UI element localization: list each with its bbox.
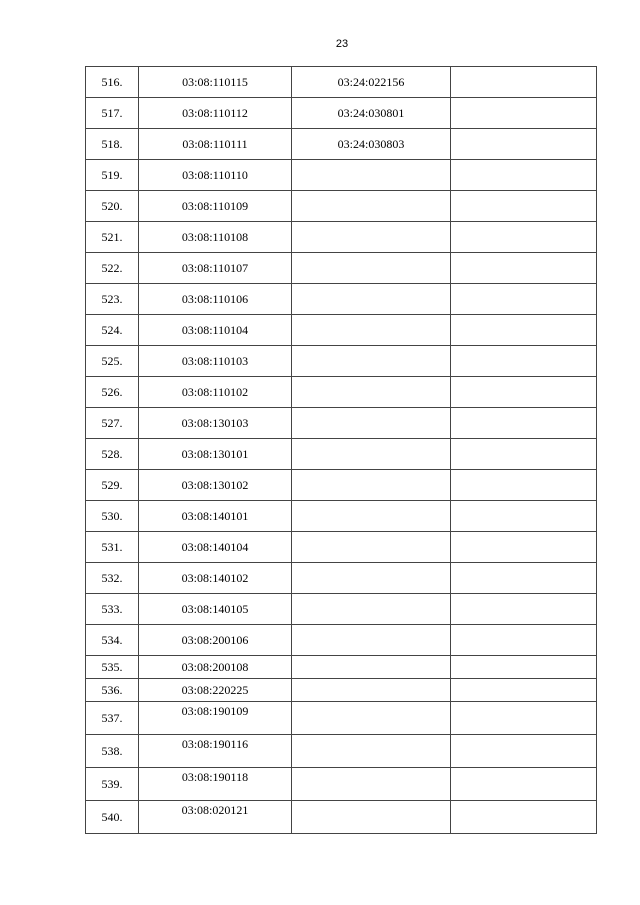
row-number: 525. bbox=[86, 346, 139, 377]
extra-cell bbox=[451, 563, 597, 594]
cadastral-code: 03:08:110107 bbox=[139, 253, 292, 284]
extra-cell bbox=[451, 702, 597, 735]
table-row bbox=[86, 98, 597, 129]
table-row bbox=[86, 222, 597, 253]
row-number: 527. bbox=[86, 408, 139, 439]
table-row bbox=[86, 702, 597, 735]
table-row bbox=[86, 501, 597, 532]
cadastral-code: 03:08:110103 bbox=[139, 346, 292, 377]
row-number: 537. bbox=[86, 702, 139, 735]
extra-cell bbox=[451, 346, 597, 377]
reference-code bbox=[292, 408, 451, 439]
cadastral-code: 03:08:110106 bbox=[139, 284, 292, 315]
row-number: 536. bbox=[86, 679, 139, 702]
cadastral-code: 03:08:190109 bbox=[139, 702, 292, 735]
extra-cell bbox=[451, 284, 597, 315]
table-row bbox=[86, 408, 597, 439]
extra-cell bbox=[451, 191, 597, 222]
table-row bbox=[86, 377, 597, 408]
cadastral-code: 03:08:110112 bbox=[139, 98, 292, 129]
cadastral-code: 03:08:130103 bbox=[139, 408, 292, 439]
extra-cell bbox=[451, 253, 597, 284]
row-number: 531. bbox=[86, 532, 139, 563]
cadastral-code: 03:08:110115 bbox=[139, 67, 292, 98]
extra-cell bbox=[451, 532, 597, 563]
reference-code bbox=[292, 222, 451, 253]
row-number: 539. bbox=[86, 768, 139, 801]
reference-code bbox=[292, 160, 451, 191]
cadastral-code: 03:08:190118 bbox=[139, 768, 292, 801]
extra-cell bbox=[451, 625, 597, 656]
cadastral-code: 03:08:220225 bbox=[139, 679, 292, 702]
reference-code bbox=[292, 679, 451, 702]
cadastral-code: 03:08:110111 bbox=[139, 129, 292, 160]
table-row bbox=[86, 253, 597, 284]
cadastral-code: 03:08:190116 bbox=[139, 735, 292, 768]
extra-cell bbox=[451, 768, 597, 801]
row-number: 526. bbox=[86, 377, 139, 408]
reference-code bbox=[292, 532, 451, 563]
row-number: 533. bbox=[86, 594, 139, 625]
row-number: 518. bbox=[86, 129, 139, 160]
row-number: 521. bbox=[86, 222, 139, 253]
reference-code bbox=[292, 735, 451, 768]
cadastral-code: 03:08:140102 bbox=[139, 563, 292, 594]
reference-code bbox=[292, 801, 451, 834]
reference-code bbox=[292, 501, 451, 532]
row-number: 538. bbox=[86, 735, 139, 768]
table-row bbox=[86, 346, 597, 377]
cadastral-code: 03:08:110104 bbox=[139, 315, 292, 346]
table-row bbox=[86, 284, 597, 315]
extra-cell bbox=[451, 501, 597, 532]
reference-code bbox=[292, 702, 451, 735]
table-row bbox=[86, 735, 597, 768]
extra-cell bbox=[451, 160, 597, 191]
cadastral-code: 03:08:140104 bbox=[139, 532, 292, 563]
cadastral-code: 03:08:130102 bbox=[139, 470, 292, 501]
reference-code bbox=[292, 315, 451, 346]
extra-cell bbox=[451, 129, 597, 160]
row-number: 524. bbox=[86, 315, 139, 346]
row-number: 528. bbox=[86, 439, 139, 470]
extra-cell bbox=[451, 594, 597, 625]
cadastral-code: 03:08:130101 bbox=[139, 439, 292, 470]
reference-code bbox=[292, 191, 451, 222]
extra-cell bbox=[451, 67, 597, 98]
table-row bbox=[86, 679, 597, 702]
cadastral-code: 03:08:020121 bbox=[139, 801, 292, 834]
cadastral-code: 03:08:110110 bbox=[139, 160, 292, 191]
table-row bbox=[86, 532, 597, 563]
cadastral-code: 03:08:110109 bbox=[139, 191, 292, 222]
row-number: 532. bbox=[86, 563, 139, 594]
cadastral-code: 03:08:110102 bbox=[139, 377, 292, 408]
extra-cell bbox=[451, 408, 597, 439]
extra-cell bbox=[451, 679, 597, 702]
table-row bbox=[86, 656, 597, 679]
row-number: 516. bbox=[86, 67, 139, 98]
data-table bbox=[85, 66, 597, 834]
table-row bbox=[86, 439, 597, 470]
cadastral-code: 03:08:200108 bbox=[139, 656, 292, 679]
table-row bbox=[86, 191, 597, 222]
reference-code bbox=[292, 656, 451, 679]
reference-code: 03:24:030803 bbox=[292, 129, 451, 160]
table-row bbox=[86, 67, 597, 98]
reference-code bbox=[292, 284, 451, 315]
reference-code bbox=[292, 594, 451, 625]
extra-cell bbox=[451, 801, 597, 834]
table-row bbox=[86, 768, 597, 801]
table-row bbox=[86, 129, 597, 160]
extra-cell bbox=[451, 377, 597, 408]
reference-code bbox=[292, 253, 451, 284]
extra-cell bbox=[451, 222, 597, 253]
row-number: 535. bbox=[86, 656, 139, 679]
row-number: 519. bbox=[86, 160, 139, 191]
row-number: 530. bbox=[86, 501, 139, 532]
reference-code bbox=[292, 439, 451, 470]
extra-cell bbox=[451, 735, 597, 768]
reference-code bbox=[292, 563, 451, 594]
table-row bbox=[86, 315, 597, 346]
table-row bbox=[86, 563, 597, 594]
extra-cell bbox=[451, 470, 597, 501]
row-number: 517. bbox=[86, 98, 139, 129]
row-number: 523. bbox=[86, 284, 139, 315]
cadastral-code: 03:08:140101 bbox=[139, 501, 292, 532]
reference-code bbox=[292, 377, 451, 408]
table-row bbox=[86, 625, 597, 656]
row-number: 529. bbox=[86, 470, 139, 501]
page-number: 23 bbox=[335, 38, 349, 50]
row-number: 520. bbox=[86, 191, 139, 222]
row-number: 534. bbox=[86, 625, 139, 656]
cadastral-code: 03:08:140105 bbox=[139, 594, 292, 625]
table-row bbox=[86, 801, 597, 834]
table-row bbox=[86, 160, 597, 191]
extra-cell bbox=[451, 315, 597, 346]
row-number: 522. bbox=[86, 253, 139, 284]
reference-code: 03:24:022156 bbox=[292, 67, 451, 98]
reference-code: 03:24:030801 bbox=[292, 98, 451, 129]
reference-code bbox=[292, 768, 451, 801]
table-row bbox=[86, 594, 597, 625]
reference-code bbox=[292, 346, 451, 377]
reference-code bbox=[292, 470, 451, 501]
row-number: 540. bbox=[86, 801, 139, 834]
reference-code bbox=[292, 625, 451, 656]
extra-cell bbox=[451, 98, 597, 129]
cadastral-code: 03:08:200106 bbox=[139, 625, 292, 656]
extra-cell bbox=[451, 439, 597, 470]
table-row bbox=[86, 470, 597, 501]
extra-cell bbox=[451, 656, 597, 679]
cadastral-code: 03:08:110108 bbox=[139, 222, 292, 253]
